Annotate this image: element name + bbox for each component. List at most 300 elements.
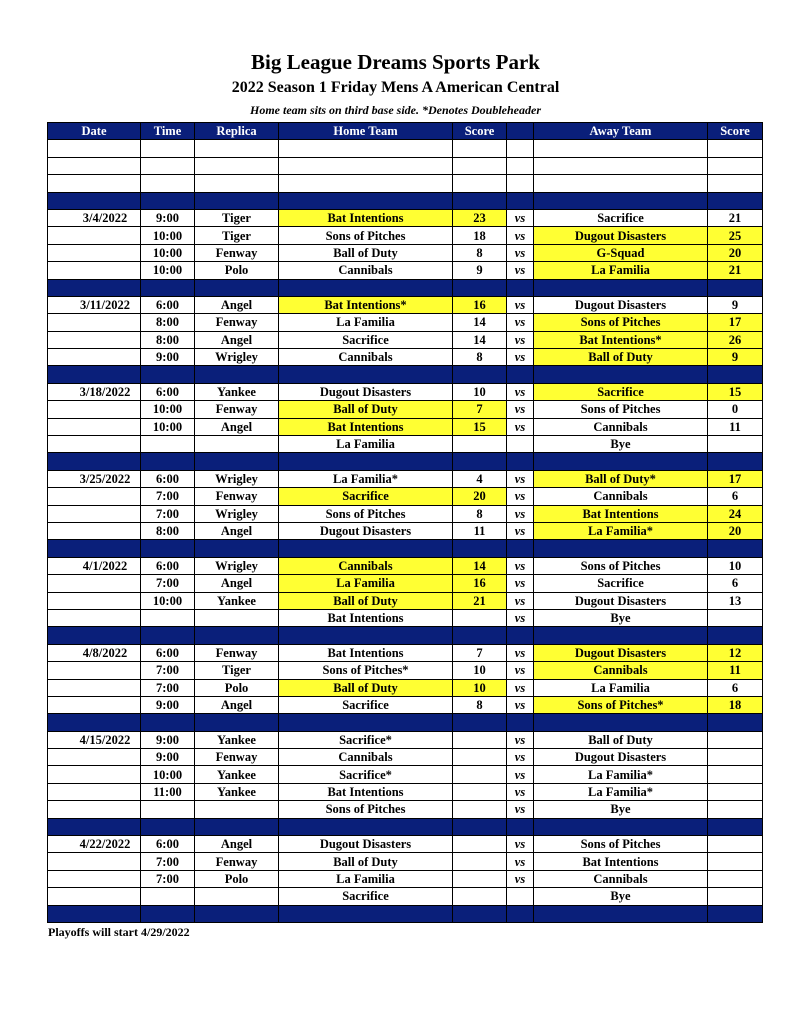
col-header-away-team: Away Team (534, 123, 708, 140)
away-team: Sons of Pitches (534, 314, 708, 331)
game-date-empty (48, 853, 141, 870)
separator-cell (708, 366, 763, 383)
game-time: 9:00 (141, 349, 195, 366)
vs-label: vs (507, 522, 534, 539)
separator-cell (453, 905, 507, 922)
home-team: Sacrifice* (279, 766, 453, 783)
vs-label: vs (507, 401, 534, 418)
game-field: Tiger (195, 209, 279, 226)
game-date: 4/22/2022 (48, 836, 141, 853)
separator-cell (507, 714, 534, 731)
separator-cell (507, 453, 534, 470)
separator-cell (507, 627, 534, 644)
game-row (48, 870, 763, 887)
col-header-home-team: Home Team (279, 123, 453, 140)
game-row (48, 209, 763, 226)
away-score (708, 731, 763, 748)
game-field (195, 888, 279, 905)
game-row (48, 383, 763, 400)
game-field (195, 801, 279, 818)
game-time: 7:00 (141, 488, 195, 505)
vs-label: vs (507, 418, 534, 435)
game-field: Wrigley (195, 505, 279, 522)
away-score (708, 888, 763, 905)
away-team: La Familia (534, 262, 708, 279)
separator-cell (48, 192, 141, 209)
away-team: Bye (534, 609, 708, 626)
away-team: Bat Intentions* (534, 331, 708, 348)
game-time (141, 801, 195, 818)
vs-label: vs (507, 505, 534, 522)
blank-cell (534, 140, 708, 157)
home-team: Sacrifice (279, 488, 453, 505)
home-team: La Familia* (279, 470, 453, 487)
game-time: 10:00 (141, 766, 195, 783)
separator-cell (195, 366, 279, 383)
game-date-empty (48, 575, 141, 592)
away-team: Sons of Pitches (534, 836, 708, 853)
vs-label: vs (507, 609, 534, 626)
home-score: 10 (453, 383, 507, 400)
separator-cell (195, 818, 279, 835)
away-score (708, 870, 763, 887)
blank-cell (507, 140, 534, 157)
game-row (48, 227, 763, 244)
home-team: La Familia (279, 575, 453, 592)
separator-cell (141, 627, 195, 644)
game-field (195, 436, 279, 453)
game-date-empty (48, 870, 141, 887)
separator-cell (453, 714, 507, 731)
game-field: Yankee (195, 731, 279, 748)
game-row (48, 679, 763, 696)
game-time: 7:00 (141, 575, 195, 592)
game-field: Tiger (195, 227, 279, 244)
game-row (48, 557, 763, 574)
separator-cell (453, 192, 507, 209)
game-time: 9:00 (141, 731, 195, 748)
away-team: Sons of Pitches (534, 401, 708, 418)
home-team: Ball of Duty (279, 244, 453, 261)
blank-cell (708, 157, 763, 174)
separator-cell (507, 192, 534, 209)
game-time: 6:00 (141, 836, 195, 853)
away-team: Dugout Disasters (534, 296, 708, 313)
home-score (453, 436, 507, 453)
separator-cell (708, 905, 763, 922)
separator-cell (507, 279, 534, 296)
game-row (48, 331, 763, 348)
game-time: 9:00 (141, 749, 195, 766)
game-time: 11:00 (141, 783, 195, 800)
separator-cell (708, 540, 763, 557)
game-date-empty (48, 749, 141, 766)
home-score: 16 (453, 296, 507, 313)
home-score: 10 (453, 679, 507, 696)
game-time (141, 888, 195, 905)
separator-cell (48, 366, 141, 383)
game-time: 7:00 (141, 679, 195, 696)
home-score (453, 731, 507, 748)
away-score: 17 (708, 314, 763, 331)
home-team: Cannibals (279, 749, 453, 766)
separator-cell (195, 540, 279, 557)
game-time: 8:00 (141, 331, 195, 348)
home-team: Bat Intentions (279, 209, 453, 226)
separator-cell (141, 453, 195, 470)
away-score (708, 609, 763, 626)
game-row (48, 470, 763, 487)
game-date: 3/25/2022 (48, 470, 141, 487)
home-score: 10 (453, 662, 507, 679)
away-score: 15 (708, 383, 763, 400)
vs-label: vs (507, 662, 534, 679)
separator-cell (534, 627, 708, 644)
separator-cell (534, 279, 708, 296)
game-date-empty (48, 349, 141, 366)
week-separator (48, 192, 763, 209)
game-row (48, 836, 763, 853)
vs-label: vs (507, 801, 534, 818)
game-field: Yankee (195, 783, 279, 800)
home-score: 15 (453, 418, 507, 435)
away-score: 11 (708, 662, 763, 679)
game-row (48, 783, 763, 800)
home-score (453, 853, 507, 870)
vs-label: vs (507, 314, 534, 331)
game-field: Yankee (195, 592, 279, 609)
game-date-empty (48, 888, 141, 905)
home-score: 8 (453, 349, 507, 366)
game-field: Angel (195, 836, 279, 853)
blank-cell (279, 140, 453, 157)
blank-row (48, 175, 763, 192)
game-time: 6:00 (141, 383, 195, 400)
game-row (48, 575, 763, 592)
week-separator (48, 714, 763, 731)
vs-label: vs (507, 383, 534, 400)
game-field: Angel (195, 296, 279, 313)
game-field: Angel (195, 418, 279, 435)
home-team: Ball of Duty (279, 679, 453, 696)
separator-cell (708, 279, 763, 296)
separator-cell (195, 279, 279, 296)
game-time: 10:00 (141, 592, 195, 609)
separator-cell (534, 192, 708, 209)
home-score (453, 870, 507, 887)
home-team: Sacrifice (279, 331, 453, 348)
away-team: La Familia* (534, 783, 708, 800)
separator-cell (708, 714, 763, 731)
game-field: Fenway (195, 401, 279, 418)
away-team: Dugout Disasters (534, 592, 708, 609)
separator-cell (279, 627, 453, 644)
vs-label: vs (507, 575, 534, 592)
game-row (48, 436, 763, 453)
game-time: 9:00 (141, 696, 195, 713)
away-score: 9 (708, 296, 763, 313)
game-field (195, 609, 279, 626)
blank-cell (195, 175, 279, 192)
blank-cell (48, 140, 141, 157)
blank-row (48, 157, 763, 174)
separator-cell (534, 714, 708, 731)
away-score: 21 (708, 262, 763, 279)
away-score (708, 749, 763, 766)
game-date-empty (48, 522, 141, 539)
game-row (48, 401, 763, 418)
blank-cell (507, 157, 534, 174)
game-time: 10:00 (141, 262, 195, 279)
game-field: Yankee (195, 383, 279, 400)
game-row (48, 696, 763, 713)
home-score (453, 801, 507, 818)
game-date-empty (48, 505, 141, 522)
blank-cell (195, 157, 279, 174)
away-score: 24 (708, 505, 763, 522)
home-score: 14 (453, 331, 507, 348)
blank-cell (195, 140, 279, 157)
separator-cell (534, 366, 708, 383)
home-team: La Familia (279, 436, 453, 453)
home-team: Sacrifice* (279, 731, 453, 748)
home-score: 18 (453, 227, 507, 244)
away-score (708, 801, 763, 818)
home-team: Cannibals (279, 349, 453, 366)
separator-cell (534, 905, 708, 922)
vs-label: vs (507, 853, 534, 870)
game-date: 4/15/2022 (48, 731, 141, 748)
home-score: 14 (453, 314, 507, 331)
home-score: 7 (453, 644, 507, 661)
separator-cell (279, 192, 453, 209)
week-separator (48, 366, 763, 383)
game-field: Tiger (195, 662, 279, 679)
page-subtitle: 2022 Season 1 Friday Mens A American Central (231, 79, 560, 96)
game-time: 7:00 (141, 662, 195, 679)
separator-cell (453, 366, 507, 383)
game-row (48, 888, 763, 905)
game-date-empty (48, 801, 141, 818)
away-score: 20 (708, 244, 763, 261)
separator-cell (48, 627, 141, 644)
home-score (453, 766, 507, 783)
game-date: 4/8/2022 (48, 644, 141, 661)
blank-cell (534, 157, 708, 174)
game-time: 7:00 (141, 853, 195, 870)
separator-cell (534, 540, 708, 557)
away-team: Bat Intentions (534, 853, 708, 870)
schedule-table (47, 122, 763, 923)
vs-label: vs (507, 749, 534, 766)
away-score: 13 (708, 592, 763, 609)
home-score (453, 609, 507, 626)
game-time: 10:00 (141, 244, 195, 261)
game-date: 3/11/2022 (48, 296, 141, 313)
away-score (708, 783, 763, 800)
home-score: 20 (453, 488, 507, 505)
game-field: Polo (195, 679, 279, 696)
vs-label: vs (507, 227, 534, 244)
game-row (48, 853, 763, 870)
away-team: Dugout Disasters (534, 644, 708, 661)
separator-cell (708, 627, 763, 644)
home-team: Sons of Pitches (279, 227, 453, 244)
separator-cell (48, 714, 141, 731)
game-field: Angel (195, 522, 279, 539)
away-team: Ball of Duty (534, 731, 708, 748)
page-title: Big League Dreams Sports Park (251, 50, 540, 74)
week-separator (48, 540, 763, 557)
separator-cell (279, 540, 453, 557)
blank-cell (534, 175, 708, 192)
game-date-empty (48, 262, 141, 279)
separator-cell (48, 279, 141, 296)
away-score: 9 (708, 349, 763, 366)
game-row (48, 418, 763, 435)
separator-cell (48, 453, 141, 470)
separator-cell (195, 453, 279, 470)
away-team: Cannibals (534, 418, 708, 435)
separator-cell (453, 279, 507, 296)
home-score (453, 749, 507, 766)
game-time: 10:00 (141, 418, 195, 435)
vs-label: vs (507, 331, 534, 348)
separator-cell (279, 279, 453, 296)
away-score: 10 (708, 557, 763, 574)
home-team: Bat Intentions (279, 783, 453, 800)
away-team: Bye (534, 888, 708, 905)
away-team: Sacrifice (534, 383, 708, 400)
game-date-empty (48, 401, 141, 418)
game-field: Wrigley (195, 557, 279, 574)
game-row (48, 314, 763, 331)
game-row (48, 349, 763, 366)
away-team: Ball of Duty (534, 349, 708, 366)
home-team: Dugout Disasters (279, 383, 453, 400)
separator-cell (507, 540, 534, 557)
game-row (48, 766, 763, 783)
away-team: Bye (534, 801, 708, 818)
away-team: Sacrifice (534, 575, 708, 592)
vs-label: vs (507, 836, 534, 853)
home-team: Sacrifice (279, 696, 453, 713)
home-score: 8 (453, 505, 507, 522)
col-header-home-score: Score (453, 123, 507, 140)
vs-label: vs (507, 870, 534, 887)
separator-cell (141, 192, 195, 209)
separator-cell (279, 366, 453, 383)
away-team: Bat Intentions (534, 505, 708, 522)
home-team: Ball of Duty (279, 853, 453, 870)
away-team: Sacrifice (534, 209, 708, 226)
separator-cell (48, 905, 141, 922)
game-field: Angel (195, 696, 279, 713)
home-team: Sons of Pitches (279, 801, 453, 818)
away-score: 17 (708, 470, 763, 487)
game-field: Wrigley (195, 349, 279, 366)
col-header-vs (507, 123, 534, 140)
separator-cell (453, 540, 507, 557)
separator-cell (141, 366, 195, 383)
game-field: Fenway (195, 853, 279, 870)
game-field: Fenway (195, 314, 279, 331)
game-time (141, 609, 195, 626)
away-score: 25 (708, 227, 763, 244)
game-time: 6:00 (141, 644, 195, 661)
away-team: Ball of Duty* (534, 470, 708, 487)
vs-label: vs (507, 783, 534, 800)
game-time: 6:00 (141, 470, 195, 487)
game-field: Fenway (195, 244, 279, 261)
home-team: Sons of Pitches* (279, 662, 453, 679)
blank-cell (48, 175, 141, 192)
game-date-empty (48, 696, 141, 713)
game-field: Polo (195, 870, 279, 887)
separator-cell (534, 453, 708, 470)
home-team: Bat Intentions* (279, 296, 453, 313)
away-score: 18 (708, 696, 763, 713)
vs-label: vs (507, 592, 534, 609)
game-row (48, 296, 763, 313)
game-time: 10:00 (141, 401, 195, 418)
separator-cell (453, 453, 507, 470)
away-score: 20 (708, 522, 763, 539)
away-score: 26 (708, 331, 763, 348)
game-row (48, 244, 763, 261)
home-score (453, 836, 507, 853)
game-time: 7:00 (141, 505, 195, 522)
home-score (453, 888, 507, 905)
game-date-empty (48, 662, 141, 679)
vs-label: vs (507, 470, 534, 487)
blank-cell (453, 175, 507, 192)
separator-cell (279, 905, 453, 922)
separator-cell (279, 818, 453, 835)
home-team: Bat Intentions (279, 644, 453, 661)
week-separator (48, 818, 763, 835)
blank-cell (279, 175, 453, 192)
game-date-empty (48, 488, 141, 505)
separator-cell (279, 714, 453, 731)
away-team: Dugout Disasters (534, 749, 708, 766)
separator-cell (48, 540, 141, 557)
away-score: 21 (708, 209, 763, 226)
vs-label: vs (507, 244, 534, 261)
home-score: 4 (453, 470, 507, 487)
away-team: Cannibals (534, 662, 708, 679)
home-score: 9 (453, 262, 507, 279)
away-team: Bye (534, 436, 708, 453)
away-score (708, 836, 763, 853)
game-field: Wrigley (195, 470, 279, 487)
home-score: 14 (453, 557, 507, 574)
away-team: Sons of Pitches* (534, 696, 708, 713)
vs-label: vs (507, 696, 534, 713)
game-time: 6:00 (141, 557, 195, 574)
blank-cell (279, 157, 453, 174)
separator-cell (708, 192, 763, 209)
separator-cell (141, 540, 195, 557)
game-time (141, 436, 195, 453)
separator-cell (141, 905, 195, 922)
separator-cell (141, 279, 195, 296)
home-team: Bat Intentions (279, 418, 453, 435)
game-time: 10:00 (141, 227, 195, 244)
away-team: La Familia (534, 679, 708, 696)
separator-cell (195, 714, 279, 731)
separator-cell (141, 818, 195, 835)
